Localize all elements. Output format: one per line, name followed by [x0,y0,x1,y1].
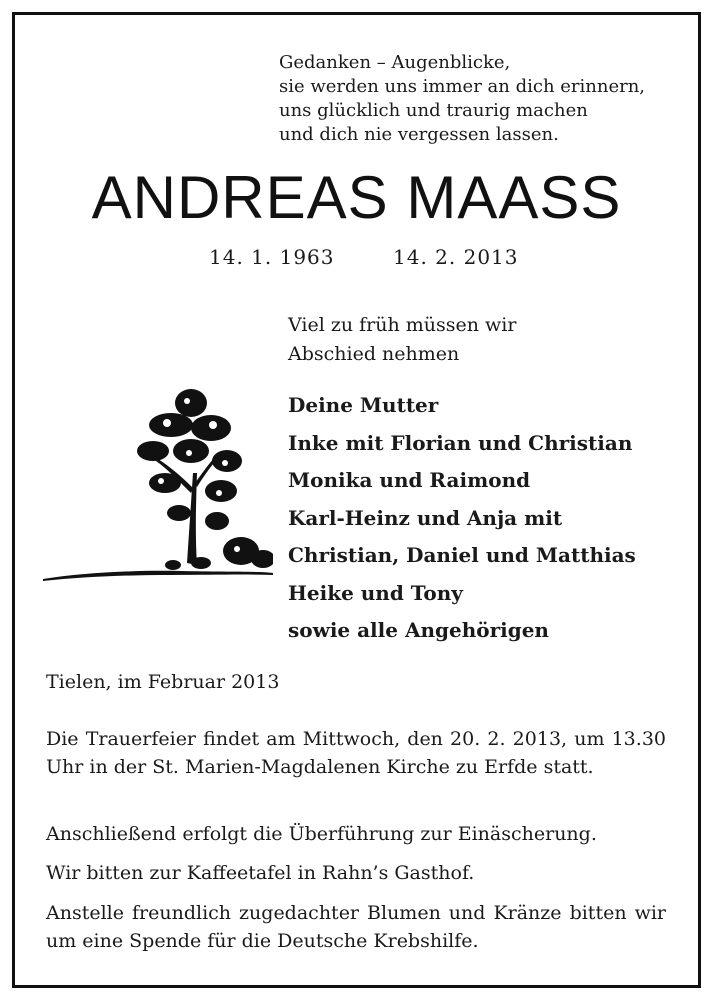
place-and-date: Tielen, im Februar 2013 [46,671,280,693]
obituary-notice [12,12,701,988]
mourner-entry: Karl-Heinz und Anja mit [288,505,563,530]
donation-notice: Anstelle freundlich zugedachter Blumen und Kränze bitten wir um eine Spende für die Deutsche Krebshilfe. [46,902,666,952]
mourner-entry: Deine Mutter [288,393,439,417]
birch-tree-icon [41,373,273,585]
mourner-entry: Christian, Daniel und Matthias [288,543,636,567]
birth-date: 14. 1. 1963 [209,245,335,269]
death-date: 14. 2. 2013 [393,245,519,269]
farewell-text [288,311,516,369]
coffee-notice: Wir bitten zur Kaffeetafel in Rahn’s Gasthof. [46,862,475,884]
poem-line: uns glücklich und traurig machen [279,100,588,121]
memorial-poem [279,51,689,147]
farewell-line: Abschied nehmen [288,343,460,365]
mourner-entry: Monika und Raimond [288,468,531,492]
mourners-list [288,387,636,650]
poem-line: und dich nie vergessen lassen. [279,124,559,145]
mourner-entry: Heike und Tony [288,580,463,605]
funeral-notice: Die Trauerfeier findet am Mittwoch, den 20. 2. 2013, um 13.30 Uhr in der St. Marien-Magdalenen Kirche zu Erfde statt. [46,728,666,778]
poem-line: Gedanken – Augenblicke, [279,52,511,73]
farewell-line: Viel zu früh müssen wir [288,314,517,336]
deceased-name: ANDREAS MAASS [91,164,622,231]
cremation-notice: Anschließend erfolgt die Überführung zur Einäscherung. [46,823,597,845]
mourner-entry: sowie alle Angehörigen [288,618,549,642]
mourner-entry: Inke mit Florian und Christian [288,430,633,455]
poem-line: sie werden uns immer an dich erinnern, [279,76,646,97]
